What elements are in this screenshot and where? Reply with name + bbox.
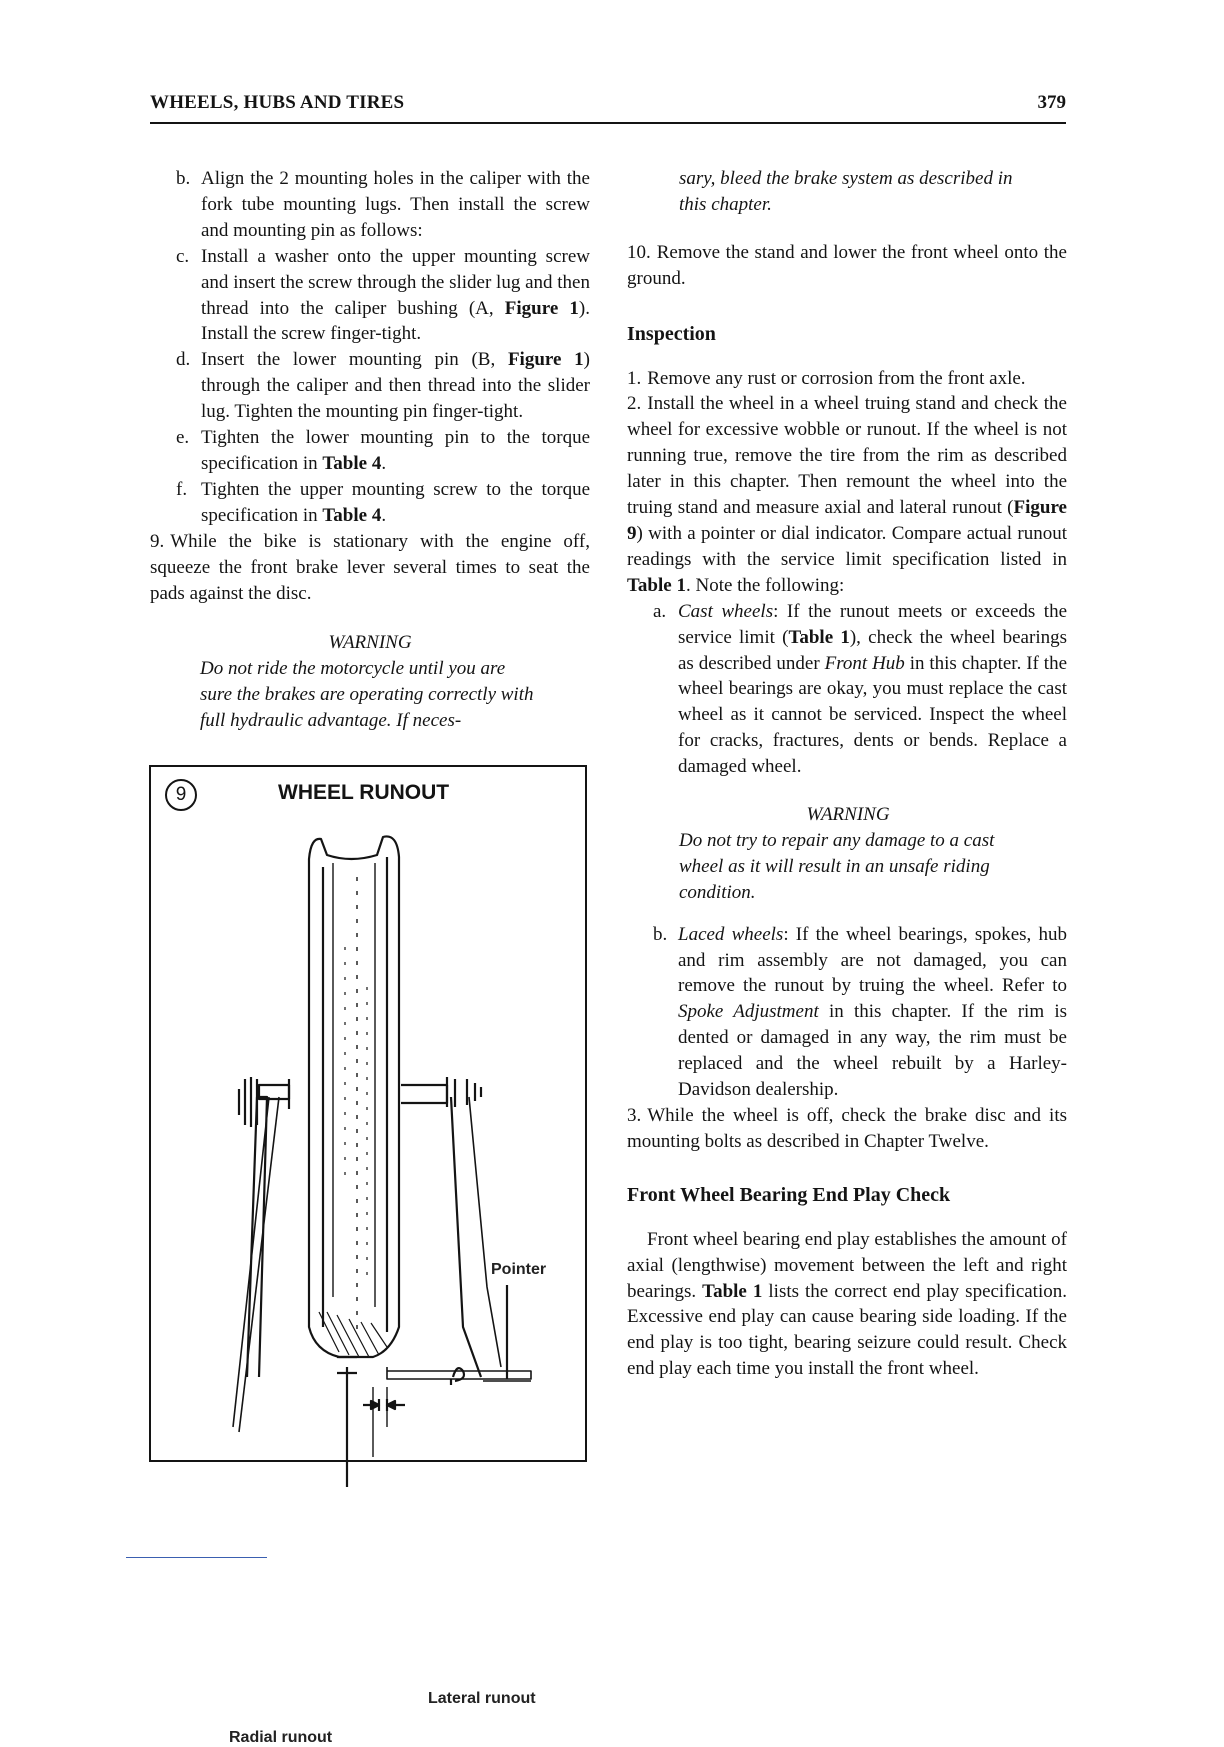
footer-rule (126, 1557, 267, 1558)
label-pointer: Pointer (491, 1261, 547, 1278)
wheel-runout-illustration (151, 767, 589, 1464)
figure-title: WHEEL RUNOUT (278, 781, 450, 804)
warning-continued: sary, bleed the brake system as described in this chapter. (679, 168, 1013, 215)
warning-title: WARNING (328, 632, 412, 654)
left-column (150, 166, 590, 734)
running-head-title: WHEELS, HUBS AND TIRES (150, 92, 405, 113)
page-header (150, 92, 1066, 124)
inspection-sub-b: b. Laced wheels: If the wheel bearings, spokes, hub and rim assembly are not damaged, you can remove the runout by truing the wheel. Refer to Spoke Adjustment in this chapter. If the rim is dented or damaged in any way, the rim must be replaced and the wheel rebuilt by a Harley-Davidson dealership. (653, 923, 1067, 1101)
step-e: e. Tighten the lower mounting pin to the torque specification in Table 4. (176, 427, 590, 474)
inspection-step-3: 3. While the wheel is off, check the brake disc and its mounting bolts as described in Chapter Twelve. (627, 1105, 1067, 1152)
step-d: d. Insert the lower mounting pin (B, Figure 1) through the caliper and then thread into the slider lug. Tighten the mounting pin finger-tight. (176, 349, 590, 423)
step-10: 10. Remove the stand and lower the front wheel onto the ground. (627, 241, 1067, 289)
step-c: c. Install a washer onto the upper mounting screw and insert the screw through the slider lug and then thread into the caliper bushing (A, Figure 1). Install the screw finger-tight. (176, 245, 590, 345)
label-lateral-runout-text: Lateral runout (428, 1690, 536, 1707)
end-play-heading: Front Wheel Bearing End Play Check (627, 1183, 951, 1206)
step-9: 9. While the bike is stationary with the engine off, squeeze the front brake lever several times to seat the pads against the disc. (150, 530, 590, 604)
label-radial-runout: Radial runout (229, 1729, 333, 1746)
inspection-step-2: 2. Install the wheel in a wheel truing stand and check the wheel for excessive wobble or runout. If the wheel is not running true, remove the tire from the rim as described later in this chapter. Then remount the wheel into the truing stand and measure axial and lateral runout (Figure 9) with a pointer or dial indicator. Compare actual runout readings with the service limit specification listed in Table 1. Note the following: (627, 393, 1067, 596)
right-column (627, 166, 1067, 1382)
figure-number-badge: 9 (165, 779, 197, 811)
warning-cast-wheel (679, 802, 1017, 906)
step-b: b. Align the 2 mounting holes in the caliper with the fork tube mounting lugs. Then install the screw and mounting pin as follows: (176, 168, 590, 241)
warning-cast-wheel-text: Do not try to repair any damage to a cast wheel as it will result in an unsafe riding condition. (679, 829, 995, 903)
end-play-paragraph: Front wheel bearing end play establishes the amount of axial (lengthwise) movement between the left and right bearings. Table 1 lists the correct end play specification. Excessive end play can cause bearing side loading. If the end play is too tight, bearing seizure could result. Check end play each time you install the front wheel. (627, 1228, 1068, 1380)
inspection-step-1: 1. Remove any rust or corrosion from the front axle. (627, 367, 1026, 389)
step-f: f. Tighten the upper mounting screw to the torque specification in Table 4. (176, 478, 590, 526)
warning-text: Do not ride the motorcycle until you are sure the brakes are operating correctly with full hydraulic advantage. If neces- (200, 658, 534, 732)
page-number: 379 (1037, 92, 1066, 113)
warning-box (200, 630, 540, 734)
inspection-sub-a: a. Cast wheels: If the runout meets or exceeds the service limit (Table 1), check the wheel bearings as described under Front Hub in this chapter. If the wheel bearings are okay, you must replace the cast wheel as it cannot be serviced. Inspect the wheel for cracks, fractures, dents or bends. Replace a damaged wheel. (653, 600, 1068, 778)
figure-wheel-runout (149, 765, 587, 1746)
warning-cast-wheel-title: WARNING (806, 804, 890, 826)
inspection-heading: Inspection (627, 322, 716, 345)
